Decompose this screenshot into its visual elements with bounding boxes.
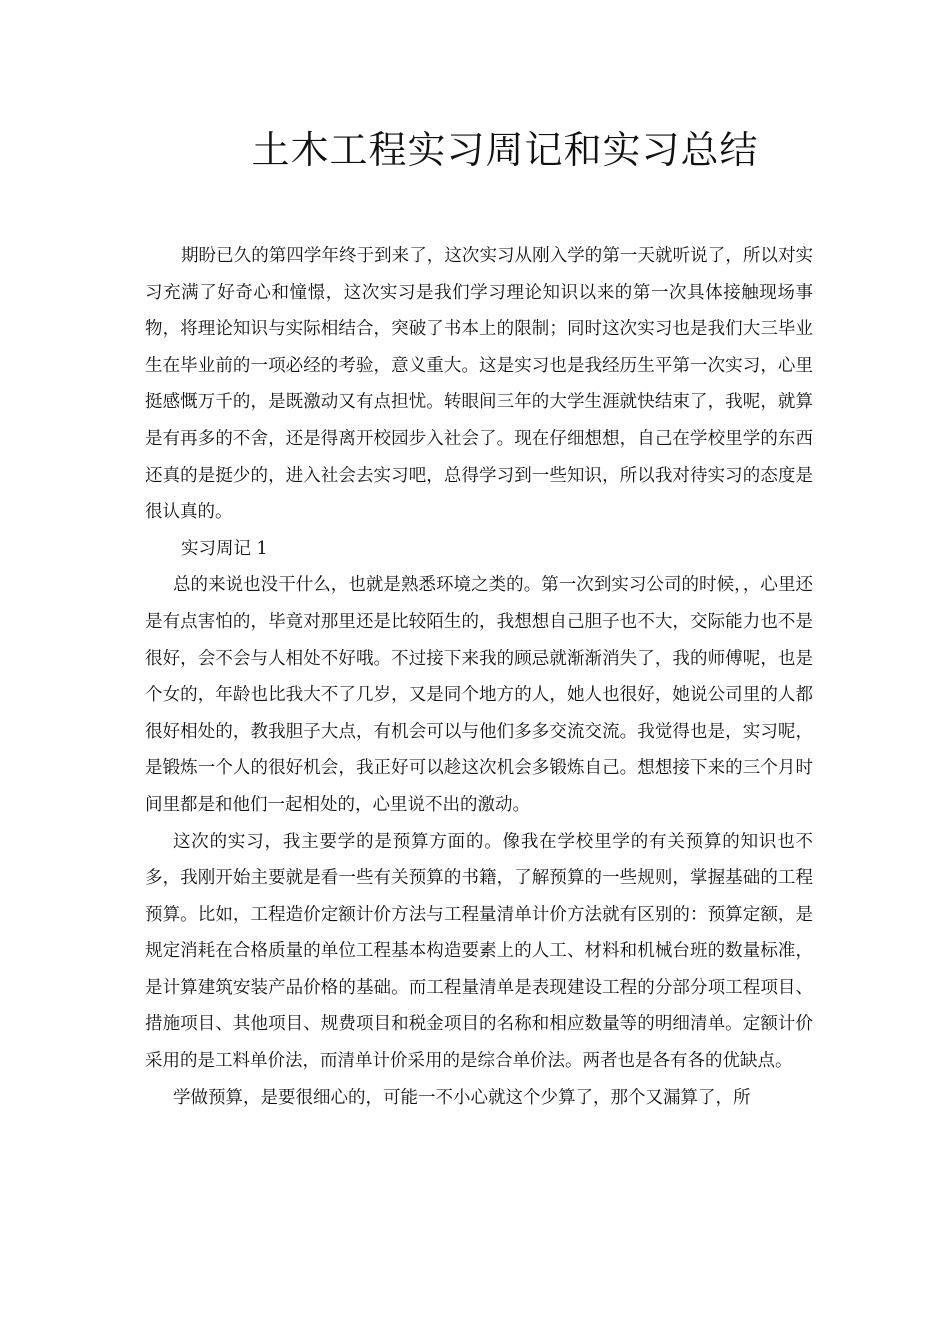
paragraph-intro: 期盼已久的第四学年终于到来了，这次实习从刚入学的第一天就听说了，所以对实习充满了好奇心和憧憬，这次实习是我们学习理论知识以来的第一次具体接触现场事物，将理论知识与实际相结合，突破了书本上的限制；同时这次实习也是我们大三毕业生在毕业前的一项必经的考验，意义重大。这是实习也是我经历生平第一次实习，心里挺感慨万千的，是既激动又有点担忧。转眼间三年的大学生涯就快结束了，我呢，就算是有再多的不舍，还是得离开校园步入社会了。现在仔细想想，自己在学校里学的东西还真的是挺少的，进入社会去实习吧，总得学习到一些知识，所以我对待实习的态度是很认真的。 bbox=[145, 246, 813, 523]
document-title: 土木工程实习周记和实习总结 bbox=[251, 128, 759, 172]
paragraph-learning: 学做预算，是要很细心的，可能一不小心就这个少算了，那个又漏算了，所 bbox=[173, 1087, 751, 1108]
section-heading-weekly-1: 实习周记 1 bbox=[181, 538, 268, 559]
paragraph-week1: 总的来说也没干什么，也就是熟悉环境之类的。第一次到实习公司的时候，，心里还是有点害怕的，毕竟对那里还是比较陌生的，我想想自己胆子也不大，交际能力也不是很好，会不会与人相处不好哦。不过接下来我的顾忌就渐渐消失了，我的师傅呢，也是个女的，年龄也比我大不了几岁，又是同个地方的人，她人也很好，她说公司里的人都很好相处的，教我胆子大点，有机会可以与他们多多交流交流。我觉得也是，实习呢，是锻炼一个人的很好机会，我正好可以趁这次机会多锻炼自己。想想接下来的三个月时间里都是和他们一起相处的，心里说不出的激动。 bbox=[145, 575, 813, 815]
document-body bbox=[145, 238, 813, 1116]
paragraph-budget: 这次的实习，我主要学的是预算方面的。像我在学校里学的有关预算的知识也不多，我刚开始主要就是看一些有关预算的书籍，了解预算的一些规则，掌握基础的工程预算。比如，工程造价定额计价方法与工程量清单计价方法就有区别的：预算定额，是规定消耗在合格质量的单位工程基本构造要素上的人工、材料和机械台班的数量标准，是计算建筑安装产品价格的基础。而工程量清单是表现建设工程的分部分项工程项目、措施项目、其他项目、规费项目和税金项目的名称和相应数量等的明细清单。定额计价采用的是工料单价法，而清单计价采用的是综合单价法。两者也是各有各的优缺点。 bbox=[145, 831, 813, 1072]
